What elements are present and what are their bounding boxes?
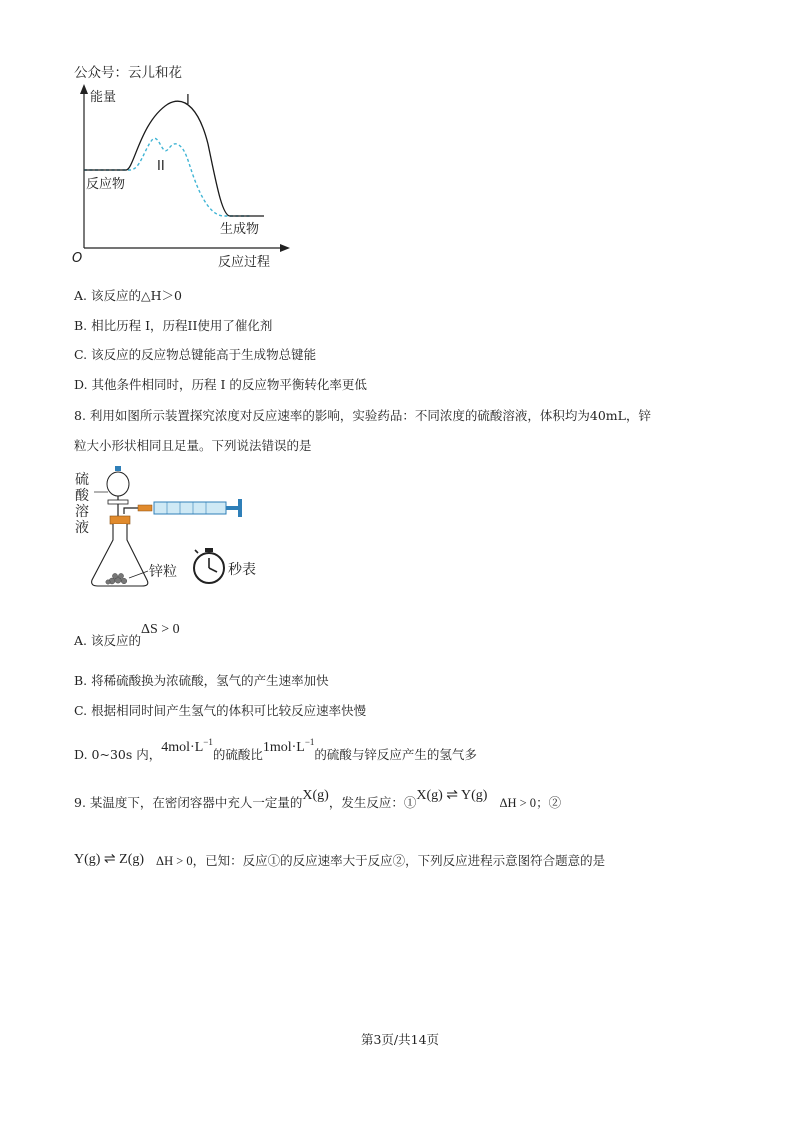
energy-diagram bbox=[60, 82, 300, 272]
q9-reaction-2: Y(g) ⇌ Z(g) bbox=[74, 852, 145, 867]
acid-label-1: 硫 bbox=[75, 472, 89, 488]
acid-label-2: 酸 bbox=[75, 488, 89, 504]
syringe-barrel bbox=[154, 502, 226, 514]
y-axis-label: 能量 bbox=[90, 90, 117, 105]
page-number: 第3页/共14页 bbox=[360, 1032, 440, 1047]
q9-reaction-1: X(g) ⇌ Y(g) bbox=[416, 788, 488, 803]
q8-option-d-conc-2 bbox=[262, 737, 315, 755]
y-axis-arrow bbox=[80, 84, 88, 94]
curve-path-1 bbox=[84, 101, 264, 216]
reactants-label: 反应物 bbox=[86, 177, 126, 192]
path-1-label: I bbox=[186, 93, 190, 108]
q9-stem-tail: ，已知：反应①的反应速率大于反应②，下列反应进程示意图符合题意的是 bbox=[192, 853, 606, 868]
conc-2-exponent: −1 bbox=[304, 737, 315, 747]
q8-stem-line2: 粒大小形状相同且足量。下列说法错误的是 bbox=[74, 438, 312, 453]
q8-stem-line1: 8. 利用如图所示装置探究浓度对反应速率的影响，实验药品：不同浓度的硫酸溶液，体积均为40mL，锌 bbox=[74, 408, 651, 423]
conc-1-exponent: −1 bbox=[203, 737, 213, 747]
funnel-stopper bbox=[115, 466, 121, 471]
path-2-label: II bbox=[157, 159, 165, 174]
q7-option-a: A. 该反应的△H＞0 bbox=[74, 288, 182, 303]
flask-stopper bbox=[110, 516, 130, 524]
origin-label: O bbox=[72, 251, 83, 266]
q8-option-d bbox=[74, 737, 477, 764]
q8-option-d-mid: 的硫酸比 bbox=[212, 747, 263, 762]
dropping-funnel bbox=[107, 472, 129, 496]
apparatus-diagram bbox=[72, 462, 272, 592]
q7-option-c: C. 该反应的反应物总键能高于生成物总键能 bbox=[74, 347, 317, 362]
stopwatch-label: 秒表 bbox=[228, 562, 256, 578]
q8-option-c: C. 根据相同时间产生氢气的体积可比较反应速率快慢 bbox=[74, 703, 367, 718]
x-axis-label: 反应过程 bbox=[218, 255, 271, 270]
x-axis-arrow bbox=[280, 244, 290, 252]
q8-option-d-suffix: 的硫酸与锌反应产生的氢气多 bbox=[314, 747, 477, 762]
syringe-plunger-handle bbox=[238, 499, 242, 517]
syringe-plunger-rod bbox=[226, 506, 238, 510]
q9-stem-b: ，发生反应：① bbox=[328, 795, 417, 810]
conc-1-text: 4mol·L bbox=[161, 740, 204, 755]
watermark: 公众号：云儿和花 bbox=[74, 65, 182, 81]
q8-option-a-formula: ΔS > 0 bbox=[140, 622, 180, 637]
rubber-connector bbox=[138, 505, 152, 511]
conc-2-text: 1mol·L bbox=[262, 740, 305, 755]
q9-line1 bbox=[74, 788, 562, 812]
q9-line2 bbox=[74, 853, 605, 870]
zinc-label: 锌粒 bbox=[149, 564, 177, 580]
q9-x-g: X(g) bbox=[302, 788, 329, 803]
q8-option-b: B. 将稀硫酸换为浓硫酸，氢气的产生速率加快 bbox=[74, 673, 329, 688]
q9-dh-1: ΔH > 0 bbox=[499, 796, 537, 810]
acid-label-3: 溶 bbox=[75, 504, 89, 520]
q9-stem-c: ；② bbox=[536, 795, 562, 810]
q9-stem-a: 9. 某温度下，在密闭容器中充人一定量的 bbox=[74, 795, 303, 810]
q8-option-a bbox=[74, 622, 180, 650]
q8-option-d-prefix: D. 0~30s 内， bbox=[74, 747, 162, 762]
stopwatch-icon bbox=[194, 548, 224, 583]
products-label: 生成物 bbox=[220, 222, 260, 237]
q7-option-b: B. 相比历程 I，历程II使用了催化剂 bbox=[74, 318, 273, 333]
q7-option-d: D. 其他条件相同时，历程 I 的反应物平衡转化率更低 bbox=[74, 377, 367, 392]
q8-option-d-conc-1 bbox=[161, 737, 213, 755]
q9-dh-2: ΔH > 0 bbox=[156, 854, 193, 868]
funnel-tap bbox=[108, 500, 128, 504]
acid-label-4: 液 bbox=[75, 520, 89, 536]
q8-option-a-text: A. 该反应的 bbox=[74, 633, 141, 648]
